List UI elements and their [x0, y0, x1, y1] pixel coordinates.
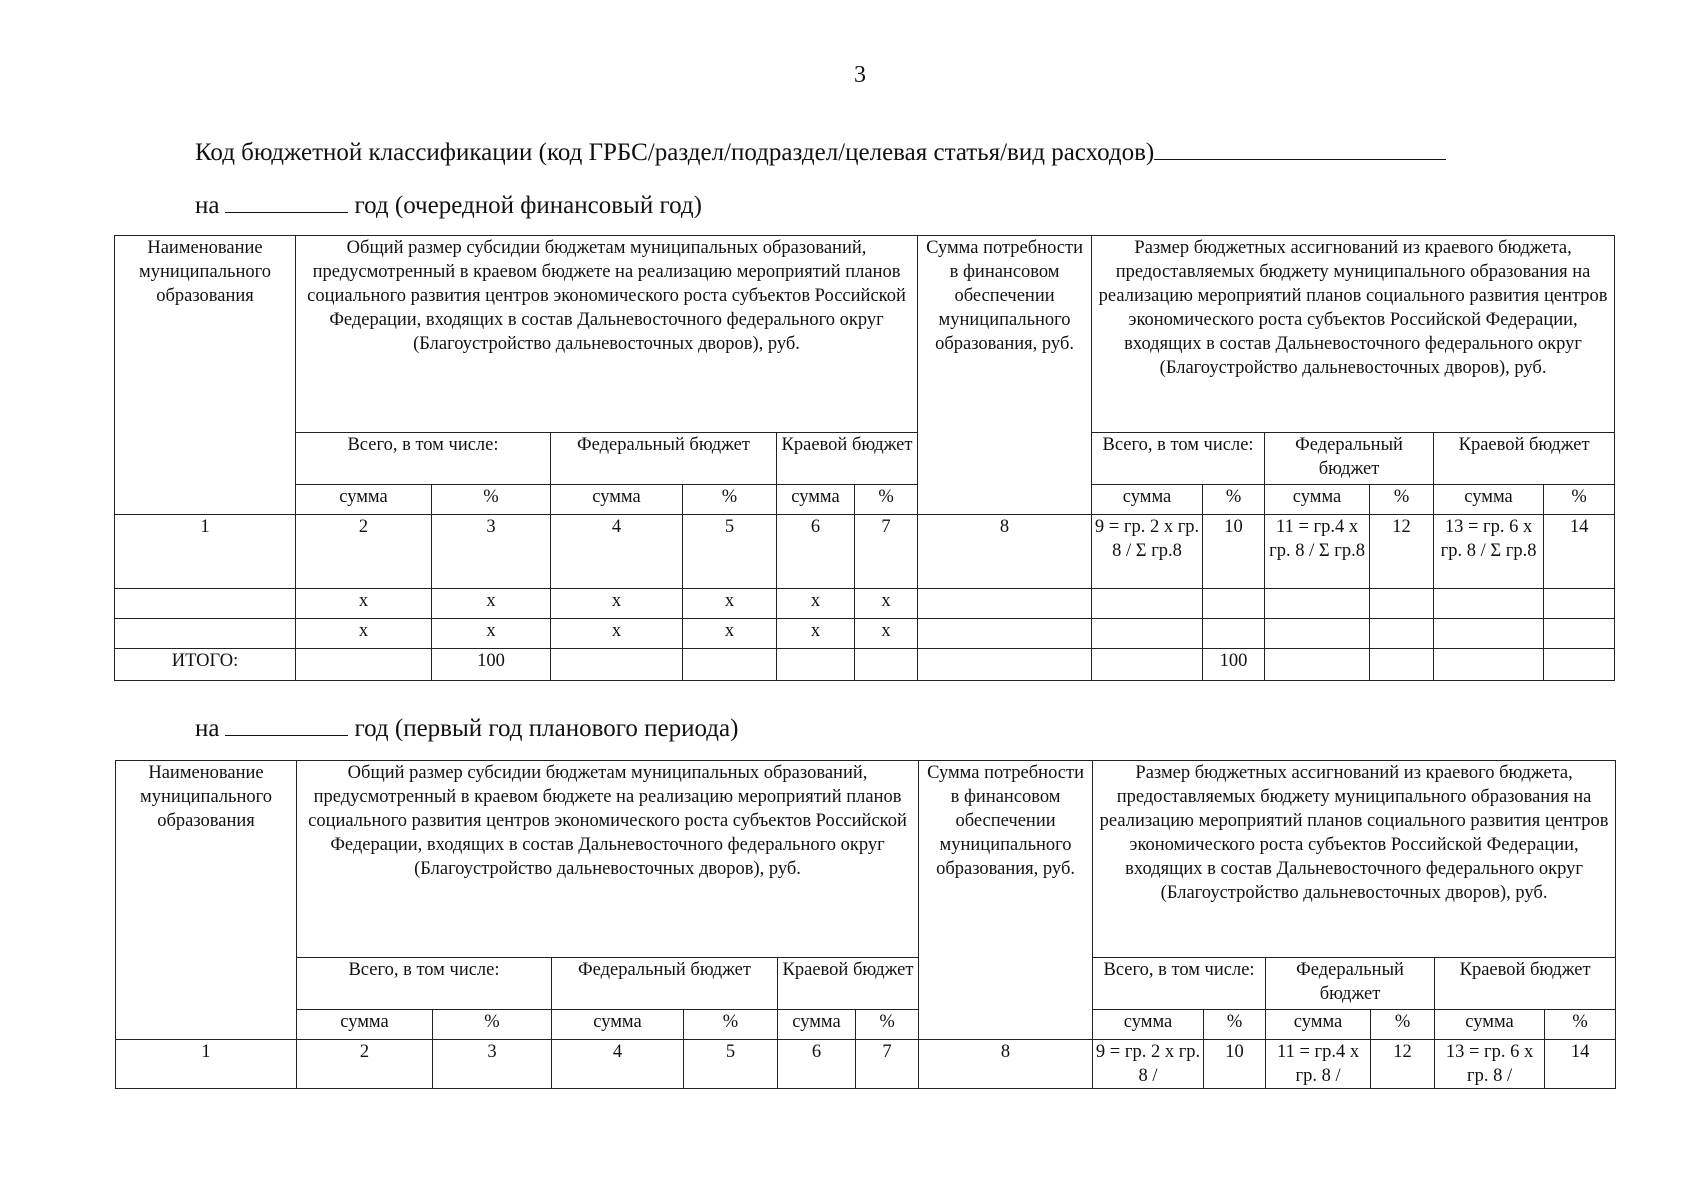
- empty-cell: [918, 619, 1092, 649]
- col-number: 9 = гр. 2 х гр. 8 / Σ гр.8: [1092, 515, 1203, 589]
- header-sum: сумма: [1265, 485, 1370, 515]
- empty-cell: [683, 649, 777, 681]
- header-total-incl: Всего, в том числе:: [297, 958, 552, 1010]
- year-blank-line: [225, 190, 348, 213]
- header-total-incl-r: Всего, в том числе:: [1093, 958, 1266, 1010]
- col-number: 11 = гр.4 х гр. 8 /: [1266, 1040, 1371, 1089]
- distribution-table-first-plan-year: [115, 760, 1616, 1089]
- empty-cell: [1370, 589, 1434, 619]
- total-row: [115, 649, 1615, 681]
- table-row: [115, 619, 1615, 649]
- header-total-incl-r: Всего, в том числе:: [1092, 433, 1265, 485]
- x-mark: х: [551, 619, 683, 649]
- col-number: 5: [684, 1040, 778, 1089]
- header-total-subsidy: Общий размер субсидии бюджетам муниципальных образований, предусмотренный в краевом бюджете на реализацию мероприятий планов социального развития центров экономического роста субъектов Российской Федерации, входящих в состав Дальневосточного федерального округ (Благоустройство дальневосточных дворов), руб.: [296, 236, 918, 433]
- header-need-sum: Сумма потребности в финансовом обеспечении муниципального образования, руб.: [919, 761, 1093, 1040]
- header-need-sum: Сумма потребности в финансовом обеспечении муниципального образования, руб.: [918, 236, 1092, 515]
- col-number: 1: [116, 1040, 297, 1089]
- col-number: 11 = гр.4 х гр. 8 / Σ гр.8: [1265, 515, 1370, 589]
- municipality-cell: [115, 589, 296, 619]
- empty-cell: [1544, 619, 1615, 649]
- col-number: 10: [1203, 515, 1265, 589]
- header-allocations: Размер бюджетных ассигнований из краевого бюджета, предоставляемых бюджету муниципального образования на реализацию мероприятий планов социального развития центров экономического роста субъектов Российской Федерации, входящих в состав Дальневосточного федерального округ (Благоустройство дальневосточных дворов), руб.: [1093, 761, 1616, 958]
- empty-cell: [918, 589, 1092, 619]
- header-sum: сумма: [1092, 485, 1203, 515]
- header-sum: сумма: [1434, 485, 1544, 515]
- header-pct: %: [432, 485, 551, 515]
- col-number: 8: [918, 515, 1092, 589]
- x-mark: х: [296, 589, 432, 619]
- col-number: 1: [115, 515, 296, 589]
- x-mark: х: [432, 589, 551, 619]
- x-mark: х: [683, 589, 777, 619]
- col-number: 14: [1545, 1040, 1616, 1089]
- header-total-incl: Всего, в том числе:: [296, 433, 551, 485]
- header-sum: сумма: [1435, 1010, 1545, 1040]
- header-sum: сумма: [297, 1010, 433, 1040]
- header-pct: %: [684, 1010, 778, 1040]
- empty-cell: [1265, 589, 1370, 619]
- period-prefix: на: [195, 192, 220, 219]
- period-heading-1: [195, 190, 702, 220]
- header-sum: сумма: [1266, 1010, 1371, 1040]
- year-blank-line: [225, 713, 348, 736]
- col-number: 3: [432, 515, 551, 589]
- col-number: 13 = гр. 6 х гр. 8 / Σ гр.8: [1434, 515, 1544, 589]
- empty-cell: [296, 649, 432, 681]
- header-pct: %: [1544, 485, 1615, 515]
- header-federal-r: Федеральный бюджет: [1265, 433, 1434, 485]
- col-number: 4: [551, 515, 683, 589]
- total-label: ИТОГО:: [115, 649, 296, 681]
- header-regional: Краевой бюджет: [777, 433, 918, 485]
- col-number: 3: [433, 1040, 552, 1089]
- empty-cell: [1265, 649, 1370, 681]
- header-regional-r: Краевой бюджет: [1435, 958, 1616, 1010]
- x-mark: х: [432, 619, 551, 649]
- municipality-cell: [115, 619, 296, 649]
- col-number: 10: [1204, 1040, 1266, 1089]
- empty-cell: [551, 649, 683, 681]
- header-pct: %: [433, 1010, 552, 1040]
- empty-cell: [1265, 619, 1370, 649]
- header-sum: сумма: [777, 485, 855, 515]
- empty-cell: [1203, 589, 1265, 619]
- header-pct: %: [855, 485, 918, 515]
- empty-cell: [1434, 619, 1544, 649]
- header-sum: сумма: [296, 485, 432, 515]
- total-pct-r: 100: [1203, 649, 1265, 681]
- empty-cell: [1434, 649, 1544, 681]
- period-heading-2: [195, 713, 738, 743]
- column-number-row: [116, 1040, 1616, 1089]
- col-number: 2: [296, 515, 432, 589]
- header-federal-r: Федеральный бюджет: [1266, 958, 1435, 1010]
- header-pct: %: [683, 485, 777, 515]
- period-prefix: на: [195, 715, 220, 742]
- period-label: год (первый год планового периода): [354, 715, 739, 742]
- col-number: 12: [1370, 515, 1434, 589]
- empty-cell: [1092, 589, 1203, 619]
- header-allocations: Размер бюджетных ассигнований из краевого бюджета, предоставляемых бюджету муниципального образования на реализацию мероприятий планов социального развития центров экономического роста субъектов Российской Федерации, входящих в состав Дальневосточного федерального округ (Благоустройство дальневосточных дворов), руб.: [1092, 236, 1615, 433]
- col-number: 6: [777, 515, 855, 589]
- budget-classification-code: [195, 137, 1446, 167]
- kbk-label: Код бюджетной классификации (код ГРБС/раздел/подраздел/целевая статья/вид расходов): [195, 139, 1155, 166]
- column-number-row: [115, 515, 1615, 589]
- col-number: 7: [855, 515, 918, 589]
- header-pct: %: [1371, 1010, 1435, 1040]
- empty-cell: [918, 649, 1092, 681]
- col-number: 2: [297, 1040, 433, 1089]
- header-municipality: Наименование муниципального образования: [116, 761, 297, 1040]
- period-label: год (очередной финансовый год): [354, 192, 702, 219]
- header-sum: сумма: [1093, 1010, 1204, 1040]
- x-mark: х: [683, 619, 777, 649]
- x-mark: х: [777, 589, 855, 619]
- empty-cell: [1370, 649, 1434, 681]
- col-number: 7: [856, 1040, 919, 1089]
- header-sum: сумма: [551, 485, 683, 515]
- col-number: 12: [1371, 1040, 1435, 1089]
- page-number: 3: [854, 62, 866, 88]
- distribution-table-current-year: [114, 235, 1615, 681]
- header-federal: Федеральный бюджет: [551, 433, 777, 485]
- x-mark: х: [551, 589, 683, 619]
- header-regional-r: Краевой бюджет: [1434, 433, 1615, 485]
- header-pct: %: [1204, 1010, 1266, 1040]
- header-pct: %: [1203, 485, 1265, 515]
- empty-cell: [1544, 649, 1615, 681]
- empty-cell: [777, 649, 855, 681]
- empty-cell: [1203, 619, 1265, 649]
- empty-cell: [1544, 589, 1615, 619]
- x-mark: х: [855, 589, 918, 619]
- col-number: 5: [683, 515, 777, 589]
- empty-cell: [1370, 619, 1434, 649]
- header-sum: сумма: [778, 1010, 856, 1040]
- x-mark: х: [777, 619, 855, 649]
- x-mark: х: [296, 619, 432, 649]
- header-pct: %: [1545, 1010, 1616, 1040]
- col-number: 8: [919, 1040, 1093, 1089]
- col-number: 13 = гр. 6 х гр. 8 /: [1435, 1040, 1545, 1089]
- empty-cell: [855, 649, 918, 681]
- empty-cell: [1092, 649, 1203, 681]
- table-row: [115, 589, 1615, 619]
- col-number: 6: [778, 1040, 856, 1089]
- empty-cell: [1092, 619, 1203, 649]
- x-mark: х: [855, 619, 918, 649]
- header-pct: %: [1370, 485, 1434, 515]
- header-regional: Краевой бюджет: [778, 958, 919, 1010]
- header-total-subsidy: Общий размер субсидии бюджетам муниципальных образований, предусмотренный в краевом бюджете на реализацию мероприятий планов социального развития центров экономического роста субъектов Российской Федерации, входящих в состав Дальневосточного федерального округ (Благоустройство дальневосточных дворов), руб.: [297, 761, 919, 958]
- col-number: 4: [552, 1040, 684, 1089]
- col-number: 14: [1544, 515, 1615, 589]
- header-pct: %: [856, 1010, 919, 1040]
- header-municipality: Наименование муниципального образования: [115, 236, 296, 515]
- header-sum: сумма: [552, 1010, 684, 1040]
- total-pct: 100: [432, 649, 551, 681]
- header-federal: Федеральный бюджет: [552, 958, 778, 1010]
- kbk-blank-line: [1154, 137, 1446, 160]
- empty-cell: [1434, 589, 1544, 619]
- col-number: 9 = гр. 2 х гр. 8 /: [1093, 1040, 1204, 1089]
